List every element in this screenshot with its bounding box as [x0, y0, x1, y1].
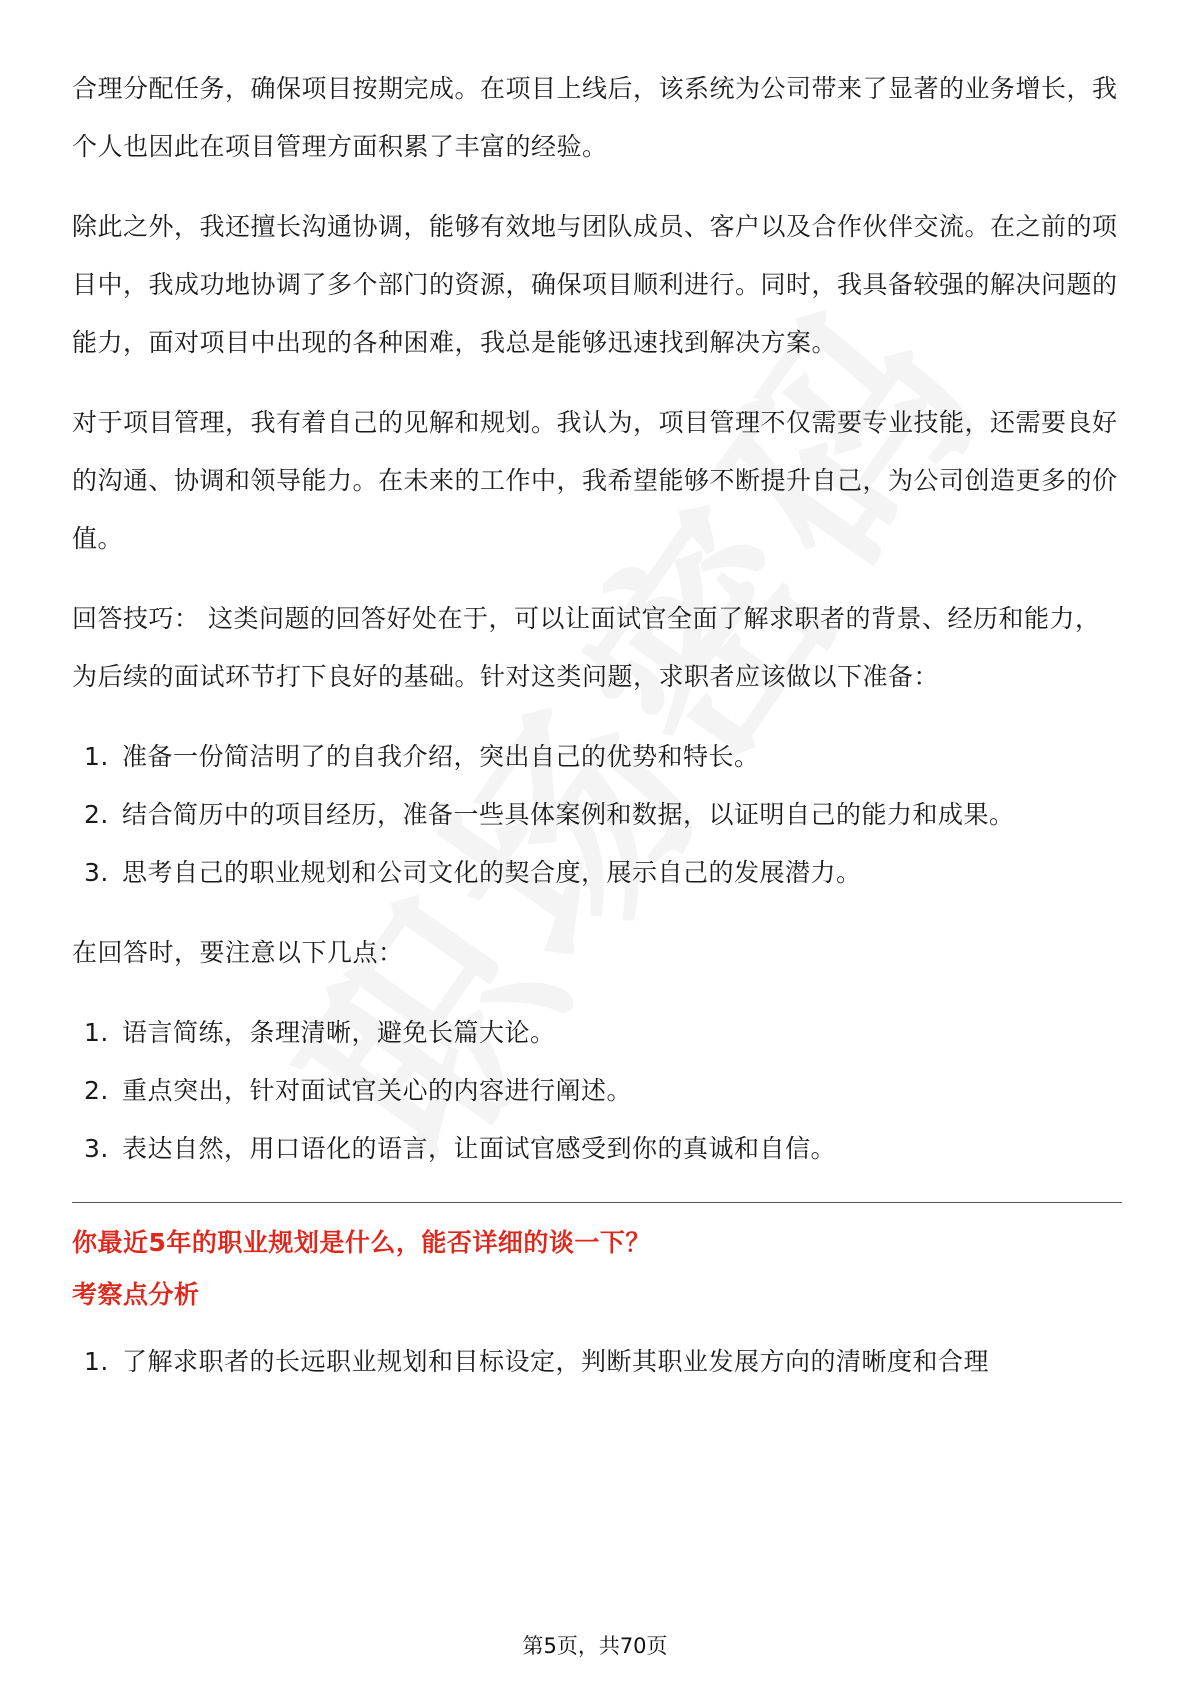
answer-tips-paragraph: 回答技巧： 这类问题的回答好处在于，可以让面试官全面了解求职者的背景、经历和能力，为后续的面试环节打下良好的基础。针对这类问题，求职者应该做以下准备： [72, 604, 1101, 691]
list-item [72, 1333, 1122, 1391]
list-number: 1. [84, 1018, 109, 1047]
list-item-text: 结合简历中的项目经历，准备一些具体案例和数据，以证明自己的能力和成果。 [122, 800, 1015, 829]
preparation-list [72, 728, 1122, 902]
paragraph: 合理分配任务，确保项目按期完成。在项目上线后，该系统为公司带来了显著的业务增长，我个人也因此在项目管理方面积累了丰富的经验。 [72, 74, 1118, 161]
list-item [72, 786, 1122, 844]
list-item-text: 重点突出，针对面试官关心的内容进行阐述。 [122, 1076, 633, 1105]
list-item-text: 语言简练，条理清晰，避免长篇大论。 [122, 1018, 556, 1047]
question-heading: 你最近5年的职业规划是什么，能否详细的谈一下？ [72, 1228, 651, 1257]
section-divider [72, 1202, 1122, 1203]
attention-intro: 在回答时，要注意以下几点： [72, 938, 404, 967]
content-area [72, 60, 1122, 1413]
paragraph: 对于项目管理，我有着自己的见解和规划。我认为，项目管理不仅需要专业技能，还需要良好的沟通、协调和领导能力。在未来的工作中，我希望能够不断提升自己，为公司创造更多的价值。 [72, 408, 1118, 553]
list-number: 1. [84, 742, 109, 771]
list-number: 1. [84, 1347, 109, 1376]
list-number: 2. [84, 1076, 109, 1105]
list-item-text: 准备一份简洁明了的自我介绍，突出自己的优势和特长。 [122, 742, 760, 771]
list-number: 3. [84, 1134, 109, 1163]
analysis-list [72, 1333, 1122, 1391]
list-item-text: 了解求职者的长远职业规划和目标设定，判断其职业发展方向的清晰度和合理 [122, 1347, 990, 1376]
analysis-heading: 考察点分析 [72, 1280, 200, 1309]
list-item [72, 728, 1122, 786]
list-item [72, 1062, 1122, 1120]
list-number: 3. [84, 858, 109, 887]
paragraph: 除此之外，我还擅长沟通协调，能够有效地与团队成员、客户以及合作伙伴交流。在之前的项目中，我成功地协调了多个部门的资源，确保项目顺利进行。同时，我具备较强的解决问题的能力，面对项目中出现的各种困难，我总是能够迅速找到解决方案。 [72, 212, 1118, 357]
list-item [72, 1004, 1122, 1062]
list-item [72, 1120, 1122, 1178]
list-item-text: 思考自己的职业规划和公司文化的契合度，展示自己的发展潜力。 [122, 858, 862, 887]
list-item [72, 844, 1122, 902]
list-item-text: 表达自然，用口语化的语言，让面试官感受到你的真诚和自信。 [122, 1134, 837, 1163]
page-footer: 第5页，共70页 [522, 1634, 668, 1658]
attention-list [72, 1004, 1122, 1178]
list-number: 2. [84, 800, 109, 829]
